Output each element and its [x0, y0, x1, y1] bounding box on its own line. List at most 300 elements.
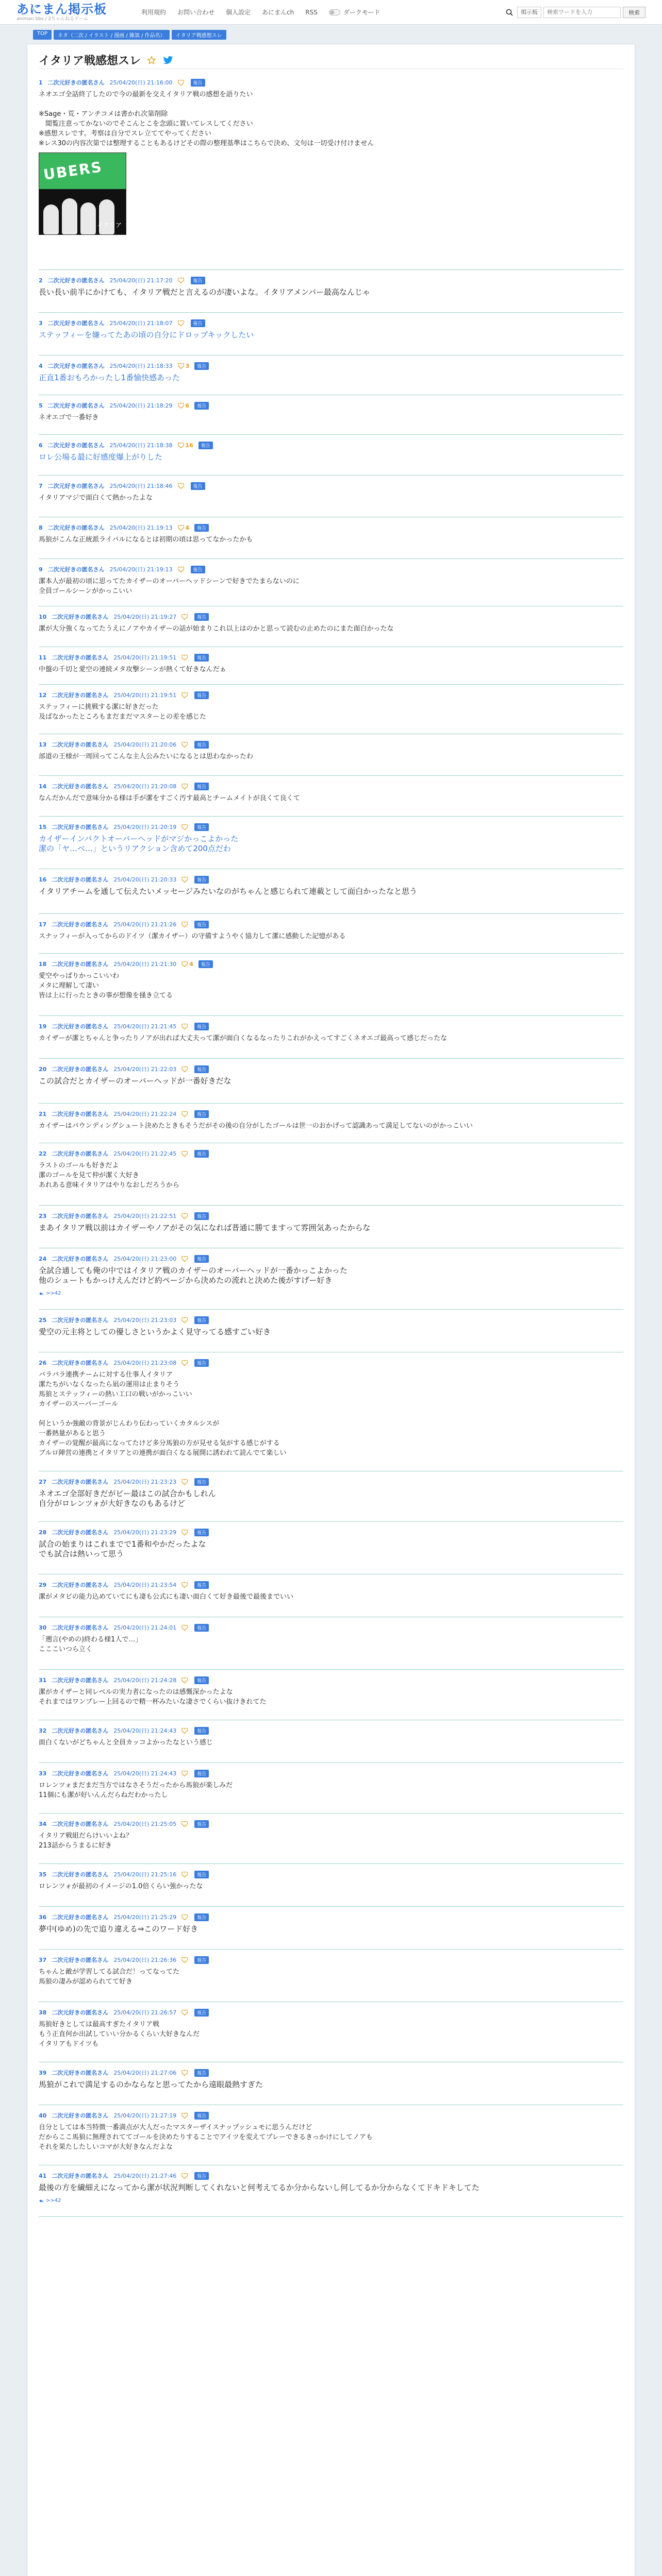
report-button[interactable]: 報告 [194, 823, 209, 831]
thread-title-row [39, 52, 623, 69]
post-date: 25/04/20(日) 21:23:00 [113, 1256, 177, 1262]
post-date: 25/04/20(日) 21:19:51 [113, 692, 177, 699]
report-button[interactable]: 報告 [194, 1624, 209, 1632]
post-body: ロレンツォまだまだ当方ではなさそうだったから馬狼が楽しみだ 11個にも潔が好いんんだらねだわかったし [39, 1782, 233, 1799]
site-header [0, 0, 662, 25]
report-button[interactable]: 報告 [191, 319, 205, 327]
report-button[interactable]: 報告 [194, 1359, 209, 1367]
post-divider [39, 953, 623, 954]
dark-mode-label: ダークモード [343, 9, 380, 16]
report-button[interactable]: 報告 [198, 960, 213, 968]
post [39, 1316, 623, 1359]
post-number[interactable]: 39 [39, 2069, 47, 2076]
post [39, 1913, 623, 1956]
search-bar [504, 7, 646, 18]
heart-icon [181, 1111, 188, 1117]
like-button[interactable] [178, 363, 190, 369]
post-date: 25/04/20(日) 21:19:13 [109, 524, 173, 531]
like-button[interactable] [181, 1677, 189, 1683]
like-button[interactable] [181, 1582, 189, 1588]
star-icon[interactable] [146, 55, 157, 66]
post-body: 最後の方を繊細えになってから潔が状況判断してくれないと何考えてるか分からないし何してるか分からなくてドキドキしてた [39, 2183, 479, 2192]
heart-icon [181, 2070, 188, 2076]
report-button[interactable]: 報告 [194, 1316, 209, 1324]
heart-icon [178, 403, 184, 409]
like-count: 16 [185, 442, 193, 449]
report-button[interactable]: 報告 [194, 1676, 209, 1684]
like-button[interactable] [178, 80, 186, 86]
post-body: 愛空やっぱりかっこいいわ メタに理解して凄い 皆は上に行ったときの事が想像を掻き立てる [39, 972, 173, 999]
like-button[interactable] [181, 614, 189, 620]
dark-mode-toggle[interactable] [329, 8, 380, 16]
post-body: ネオエゴで一番好き [39, 414, 99, 421]
post-header [39, 1478, 623, 1486]
report-button[interactable]: 報告 [194, 654, 209, 662]
post-header [39, 613, 623, 621]
post-author: 二次元好きの匿名さん [52, 692, 109, 699]
reply-link-text[interactable]: >>42 [46, 2198, 61, 2204]
post-number[interactable]: 31 [39, 1676, 47, 1684]
report-button[interactable]: 報告 [194, 613, 209, 621]
search-scope-select[interactable]: 掲示板 [517, 7, 541, 18]
post-author: 二次元好きの匿名さん [52, 654, 109, 661]
like-button[interactable] [181, 1914, 189, 1920]
post-number[interactable]: 12 [39, 691, 47, 699]
post-number[interactable]: 33 [39, 1770, 47, 1777]
post [39, 565, 623, 613]
like-button[interactable] [181, 2010, 189, 2015]
post [39, 1065, 623, 1110]
report-button[interactable]: 報告 [194, 1110, 209, 1118]
post-divider [39, 1015, 623, 1016]
like-button[interactable] [181, 961, 193, 968]
image-caption: イタリア [96, 222, 122, 229]
post-date: 25/04/20(日) 21:25:16 [113, 1871, 177, 1878]
like-button[interactable] [181, 2173, 189, 2179]
report-button[interactable]: 報告 [194, 1212, 209, 1220]
post-author: 二次元好きの匿名さん [52, 1914, 109, 1921]
post-author: 二次元好きの匿名さん [52, 876, 109, 883]
post-date: 25/04/20(日) 21:22:51 [113, 1213, 177, 1219]
nav-terms[interactable]: 利用規約 [141, 9, 167, 16]
post-author: 二次元好きの匿名さん [47, 320, 105, 327]
post-number[interactable]: 35 [39, 1871, 47, 1878]
post-header [39, 401, 623, 410]
post-divider [39, 1949, 623, 1950]
post-author: 二次元好きの匿名さん [52, 1111, 109, 1117]
post [39, 1676, 623, 1726]
like-button[interactable] [181, 2070, 189, 2076]
like-button[interactable] [181, 824, 189, 830]
like-button[interactable] [181, 1479, 189, 1485]
twitter-share-icon[interactable] [162, 55, 174, 66]
post-number[interactable]: 18 [39, 960, 47, 968]
post-number[interactable]: 20 [39, 1065, 47, 1073]
like-button[interactable] [181, 784, 189, 789]
post-number[interactable]: 28 [39, 1529, 47, 1536]
post-date: 25/04/20(日) 21:19:27 [113, 614, 177, 620]
post [39, 362, 623, 401]
post-header [39, 276, 623, 284]
like-count: 4 [189, 960, 193, 968]
post [39, 1359, 623, 1478]
post-body: 正直1番おもろかったし1番愉快感あった [39, 373, 180, 382]
post-number[interactable]: 34 [39, 1820, 47, 1827]
post-body: 中盤の千切と愛空の連続メタ攻撃シーンが熱くて好きなんだぁ [39, 666, 226, 673]
heart-icon [178, 567, 184, 572]
reply-arrow-icon [39, 1292, 44, 1296]
post-number[interactable]: 22 [39, 1150, 47, 1157]
breadcrumb-category[interactable]: ネタ（二次 / イラスト / 漫画 / 雑談 / 作品名） [54, 30, 170, 40]
report-button[interactable]: 報告 [194, 783, 209, 790]
post-number[interactable]: 41 [39, 2172, 47, 2179]
like-count: 6 [185, 402, 190, 409]
like-button[interactable] [178, 402, 190, 409]
post-date: 25/04/20(日) 21:24:43 [113, 1727, 177, 1734]
post [39, 276, 623, 319]
post-date: 25/04/20(日) 21:22:24 [113, 1111, 177, 1117]
like-button[interactable] [181, 1957, 189, 1963]
report-button[interactable]: 報告 [194, 1727, 209, 1735]
post-image[interactable] [39, 152, 126, 235]
post-header [39, 691, 623, 699]
like-button[interactable] [181, 1872, 189, 1877]
post-date: 25/04/20(日) 21:24:01 [113, 1624, 177, 1631]
heart-icon [181, 1872, 188, 1877]
report-button[interactable]: 報告 [194, 1871, 209, 1878]
report-button[interactable]: 報告 [194, 1023, 209, 1030]
post-divider [39, 2216, 623, 2217]
post-number[interactable]: 29 [39, 1581, 47, 1588]
post [39, 740, 623, 782]
post-date: 25/04/20(日) 21:27:06 [113, 2070, 177, 2076]
report-button[interactable]: 報告 [191, 79, 205, 87]
post [39, 875, 623, 920]
post-number[interactable]: 25 [39, 1316, 47, 1324]
post-date: 25/04/20(日) 21:26:36 [113, 1957, 177, 1963]
post-author: 二次元好きの匿名さん [52, 1256, 109, 1262]
post-number[interactable]: 15 [39, 823, 47, 831]
post-header [39, 1316, 623, 1324]
post-body: 潔が大分強くなってたうえにノアやカイザーの話が始まりこれ以上はのかと思って読むの止めたのにまた面白かったな [39, 625, 394, 633]
post-body: ステッフィーを嫌ってたあの頃の自分にドロップキックしたい [39, 330, 254, 340]
report-button[interactable]: 報告 [194, 2112, 209, 2120]
post-list [39, 78, 623, 2223]
post-header [39, 653, 623, 662]
like-button[interactable] [181, 1151, 189, 1157]
image-logo-text: UBERS [42, 158, 104, 183]
post-date: 25/04/20(日) 21:20:33 [113, 876, 177, 883]
like-button[interactable] [181, 1625, 189, 1631]
post-divider [39, 1309, 623, 1310]
post-author: 二次元好きの匿名さん [52, 824, 109, 831]
post-date: 25/04/20(日) 21:18:29 [109, 402, 173, 409]
reply-link[interactable] [39, 1291, 623, 1296]
nav-rss[interactable]: RSS [305, 8, 318, 16]
post-number[interactable]: 3 [39, 319, 43, 327]
post-author: 二次元好きの匿名さん [47, 79, 105, 86]
post-header [39, 523, 623, 532]
post-number[interactable]: 24 [39, 1255, 47, 1262]
post-author: 二次元好きの匿名さん [52, 1479, 109, 1485]
nav-animanch[interactable]: あにまんch [262, 9, 294, 16]
post-header [39, 1581, 623, 1589]
post-number[interactable]: 13 [39, 741, 47, 748]
like-button[interactable] [181, 655, 189, 660]
report-button[interactable]: 報告 [191, 482, 205, 490]
post-header [39, 1065, 623, 1073]
post-header [39, 565, 623, 573]
post-author: 二次元好きの匿名さん [52, 2009, 109, 2016]
like-button[interactable] [181, 922, 189, 927]
report-button[interactable]: 報告 [194, 1956, 209, 1964]
post-number[interactable]: 2 [39, 277, 43, 284]
toggle-switch-icon[interactable] [329, 9, 340, 15]
like-button[interactable] [181, 1530, 189, 1535]
post-date: 25/04/20(日) 21:23:08 [113, 1360, 177, 1366]
post-divider [39, 434, 623, 435]
like-button[interactable] [178, 278, 186, 283]
post-number[interactable]: 11 [39, 654, 47, 661]
like-button[interactable] [181, 1213, 189, 1219]
reply-link[interactable] [39, 2198, 623, 2204]
thread-title: イタリア戦感想スレ [39, 55, 141, 67]
post-number[interactable]: 8 [39, 524, 43, 531]
post-body: 馬狼がこんな正統派ライバルになるとは初期の頃は思ってなかったかも [39, 536, 253, 544]
search-icon[interactable] [504, 7, 515, 18]
like-button[interactable] [181, 1821, 189, 1827]
post-body: 部道の王様が一周回ってこんな主人公みたいになるとは思わなかったわ [39, 753, 254, 760]
post [39, 401, 623, 441]
report-button[interactable]: 報告 [194, 524, 209, 532]
post-date: 25/04/20(日) 21:23:03 [113, 1317, 177, 1324]
post-body: この試合だとカイザーのオーバーヘッドが一番好きだな [39, 1076, 231, 1086]
post-body: イタリア戦組だらけいいよね？ 213話からうまるに好き [39, 1832, 133, 1850]
post-author: 二次元好きの匿名さん [52, 783, 109, 790]
post-number[interactable]: 26 [39, 1359, 47, 1366]
post-body: イタリアマジで面白くて熱かったよな [39, 494, 153, 502]
post [39, 1478, 623, 1528]
post-number[interactable]: 36 [39, 1913, 47, 1921]
report-button[interactable]: 報告 [194, 741, 209, 749]
post [39, 1255, 623, 1316]
post-author: 二次元好きの匿名さん [52, 1727, 109, 1734]
like-button[interactable] [178, 524, 190, 531]
post-header [39, 441, 623, 449]
like-button[interactable] [178, 320, 186, 326]
post-header [39, 1110, 623, 1118]
report-button[interactable]: 報告 [191, 566, 205, 573]
post-number[interactable]: 27 [39, 1478, 47, 1485]
heart-icon [181, 961, 188, 967]
post-number[interactable]: 23 [39, 1212, 47, 1219]
post-author: 二次元好きの匿名さん [52, 1871, 109, 1878]
post-author: 二次元好きの匿名さん [47, 566, 105, 573]
report-button[interactable]: 報告 [194, 1065, 209, 1073]
post-header [39, 1726, 623, 1735]
report-button[interactable]: 報告 [194, 1913, 209, 1921]
post-author: 二次元好きの匿名さん [52, 1023, 109, 1030]
like-button[interactable] [181, 692, 189, 698]
report-button[interactable]: 報告 [194, 362, 209, 370]
post-header [39, 2069, 623, 2077]
post-body: 夢中(ゆめ)の先で追り違える⇒このワード好き [39, 1924, 198, 1934]
post-number[interactable]: 17 [39, 921, 47, 928]
search-input[interactable] [543, 7, 621, 18]
post-header [39, 1769, 623, 1777]
post-header [39, 1913, 623, 1921]
breadcrumb [0, 25, 662, 44]
post-author: 二次元好きの匿名さん [47, 402, 105, 409]
like-button[interactable] [181, 1360, 189, 1366]
post [39, 613, 623, 653]
post [39, 78, 623, 276]
post [39, 1769, 623, 1820]
report-button[interactable]: 報告 [194, 402, 209, 410]
like-button[interactable] [181, 742, 189, 748]
search-button[interactable]: 検索 [623, 7, 646, 18]
post-number[interactable]: 4 [39, 362, 43, 369]
post-date: 25/04/20(日) 21:26:57 [113, 2009, 177, 2016]
report-button[interactable]: 報告 [194, 2172, 209, 2180]
post-number[interactable]: 16 [39, 876, 47, 883]
post-date: 25/04/20(日) 21:25:05 [113, 1821, 177, 1827]
heart-icon [181, 1479, 188, 1485]
post-number[interactable]: 37 [39, 1956, 47, 1963]
post-author: 二次元好きの匿名さん [47, 442, 105, 449]
like-button[interactable] [181, 1066, 189, 1072]
report-button[interactable]: 報告 [194, 2069, 209, 2077]
report-button[interactable]: 報告 [194, 1820, 209, 1828]
report-button[interactable]: 報告 [194, 921, 209, 928]
post-author: 二次元好きの匿名さん [52, 1957, 109, 1963]
post-date: 25/04/20(日) 21:23:54 [113, 1582, 177, 1588]
post-divider [39, 684, 623, 685]
post-number[interactable]: 6 [39, 442, 43, 449]
like-button[interactable] [181, 1256, 189, 1262]
heart-icon [178, 363, 184, 369]
post-body: カイザーはバウンディングシュート決めたときもそうだがその後の自分がしたゴールは世一のおかげって認識あって満足してないのがかっこいい [39, 1122, 473, 1130]
post-date: 25/04/20(日) 21:23:29 [113, 1529, 177, 1536]
post-author: 二次元好きの匿名さん [52, 1821, 109, 1827]
heart-icon [181, 1024, 188, 1029]
post-body: ロレ公場る最に好感度爆上がりした [39, 452, 163, 462]
post-number[interactable]: 14 [39, 783, 47, 790]
like-button[interactable] [178, 483, 186, 489]
post [39, 2111, 623, 2172]
post-body: まあイタリア戦以前はカイザーやノアがその気になれば普通に勝てますって雰囲気あったからな [39, 1223, 371, 1232]
post-number[interactable]: 5 [39, 402, 43, 409]
post-author: 二次元好きの匿名さん [52, 1213, 109, 1219]
report-button[interactable]: 報告 [194, 876, 209, 884]
post-number[interactable]: 9 [39, 566, 43, 573]
post-date: 25/04/20(日) 21:18:46 [109, 483, 173, 489]
post-number[interactable]: 1 [39, 79, 43, 86]
report-button[interactable]: 報告 [194, 1478, 209, 1486]
report-button[interactable]: 報告 [194, 1150, 209, 1158]
post-body: 潔本人が最初の頃に思ってたカイザーのオーバーヘッドシーンで好きでたまらないのに 全員ゴールシーンがかっこいい [39, 578, 300, 595]
site-logo[interactable] [16, 3, 135, 22]
post [39, 782, 623, 823]
like-button[interactable] [181, 877, 189, 883]
post-body: カイザーが潔とちゃんと争ったりノアが出れば大丈夫って潔が面白くなるなったりこれがかえってすごくネオエゴ最高って感じだったな [39, 1035, 448, 1042]
post-author: 二次元好きの匿名さん [52, 1624, 109, 1631]
breadcrumb-top[interactable]: TOP [33, 30, 52, 40]
heart-icon [181, 742, 188, 748]
breadcrumb-thread[interactable]: イタリア戦感想スレ [172, 30, 226, 40]
post-divider [39, 816, 623, 817]
report-button[interactable]: 報告 [194, 1255, 209, 1263]
like-button[interactable] [181, 2113, 189, 2119]
post-header [39, 875, 623, 884]
post-body: 潔がカイザーと同レベルの実力者になったのは感慨深かったよな それまではワンプレー上回るので精一杯みたいな凄さでくらい抜けきれてた [39, 1688, 267, 1706]
reply-link-text[interactable]: >>42 [46, 1291, 61, 1296]
nav-contact[interactable]: お問い合わせ [177, 9, 215, 16]
like-button[interactable] [178, 442, 193, 449]
post-number[interactable]: 10 [39, 613, 47, 620]
report-button[interactable]: 報告 [194, 2009, 209, 2016]
post-number[interactable]: 21 [39, 1110, 47, 1117]
post-body: 自分としては本当特徴一番満点が大人だったマスターザイスナップッシュモに思うんだけど だからここ馬狼に無理されててゴールを決めたりすることでアイツを変えてプレーできるきっかけにしてノアも それを果たしたしいコマが大好きなんだよな [39, 2124, 373, 2151]
post-date: 25/04/20(日) 21:18:38 [109, 442, 173, 449]
heart-icon [181, 1530, 188, 1535]
post-body: 試合の始まりはこれまでで1番和やかだったよな でも試合は熱いって思う [39, 1539, 206, 1558]
post [39, 1149, 623, 1212]
post-date: 25/04/20(日) 21:18:07 [109, 320, 173, 327]
heart-icon [181, 784, 188, 789]
like-count: 4 [185, 524, 190, 531]
like-button[interactable] [178, 567, 186, 572]
nav-settings[interactable]: 個人設定 [226, 9, 251, 16]
post-body: 「遡言(やめの)終わる様1人で…」 こここいつら立く [39, 1636, 142, 1653]
logo-text[interactable]: あにまん掲示板 [16, 2, 107, 16]
like-button[interactable] [181, 1728, 189, 1734]
like-button[interactable] [181, 1111, 189, 1117]
post-header [39, 78, 623, 87]
report-button[interactable]: 報告 [194, 691, 209, 699]
post-header [39, 782, 623, 790]
post-number[interactable]: 7 [39, 482, 43, 489]
post-number[interactable]: 40 [39, 2112, 47, 2119]
post-body: 愛空の元主将としての優しさというかよく見守ってる感すごい好き [39, 1327, 271, 1336]
post-header [39, 362, 623, 370]
post-number[interactable]: 30 [39, 1624, 47, 1631]
post [39, 2172, 623, 2223]
post [39, 920, 623, 960]
post-body: 馬狼好きとしては最高すぎたイタリア戦 もう正直何か出試していい分かるくらい大好きなんだ イタリアもドイツも [39, 2021, 200, 2048]
post-body: ラストのゴールも好きだよ 潔のゴールを見て仲が潔く大好き あれある意味イタリアはやりなおしだろうから [39, 1162, 180, 1189]
post [39, 1623, 623, 1676]
post-author: 二次元好きの匿名さん [52, 741, 109, 748]
report-button[interactable]: 報告 [194, 1581, 209, 1589]
report-button[interactable]: 報告 [194, 1770, 209, 1777]
post-body: なんだかんだで意味分かる様は手が潔をすごく汚す最高とチームメイトが良くて良くて [39, 794, 300, 802]
post-number[interactable]: 32 [39, 1727, 47, 1734]
like-button[interactable] [181, 1317, 189, 1323]
post-divider [39, 1058, 623, 1059]
like-button[interactable] [181, 1771, 189, 1776]
post [39, 1820, 623, 1870]
post-number[interactable]: 19 [39, 1023, 47, 1030]
like-button[interactable] [181, 1024, 189, 1029]
post [39, 1581, 623, 1623]
report-button[interactable]: 報告 [198, 442, 213, 449]
heart-icon [181, 2173, 188, 2179]
heart-icon [181, 1066, 188, 1072]
report-button[interactable]: 報告 [194, 1529, 209, 1536]
report-button[interactable]: 報告 [191, 277, 205, 284]
post-number[interactable]: 38 [39, 2009, 47, 2016]
